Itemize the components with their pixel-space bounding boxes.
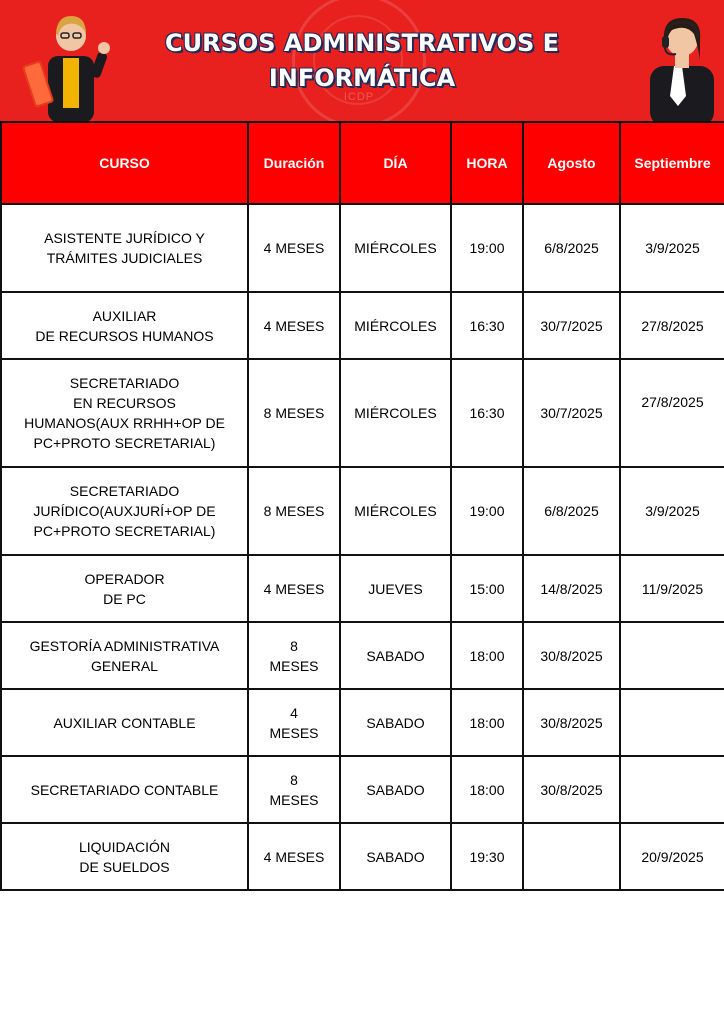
august-date-cell: 6/8/2025 bbox=[523, 467, 620, 555]
course-name-cell: AUXILIAR DE RECURSOS HUMANOS bbox=[1, 292, 248, 359]
september-date-cell: 3/9/2025 bbox=[620, 467, 724, 555]
september-date-cell bbox=[620, 622, 724, 689]
day-cell: MIÉRCOLES bbox=[340, 292, 451, 359]
course-name-cell: LIQUIDACIÓN DE SUELDOS bbox=[1, 823, 248, 890]
column-header-day: DÍA bbox=[340, 122, 451, 204]
august-date-cell: 6/8/2025 bbox=[523, 204, 620, 292]
time-cell: 16:30 bbox=[451, 359, 523, 467]
time-cell: 15:00 bbox=[451, 555, 523, 622]
course-name-cell: AUXILIAR CONTABLE bbox=[1, 689, 248, 756]
september-date-cell bbox=[620, 689, 724, 756]
day-cell: JUEVES bbox=[340, 555, 451, 622]
duration-cell: 8 MESES bbox=[248, 359, 340, 467]
august-date-cell: 30/8/2025 bbox=[523, 756, 620, 823]
table-row bbox=[1, 292, 724, 359]
august-date-cell: 30/7/2025 bbox=[523, 359, 620, 467]
day-cell: SABADO bbox=[340, 622, 451, 689]
course-name-cell: ASISTENTE JURÍDICO Y TRÁMITES JUDICIALES bbox=[1, 204, 248, 292]
column-header-course: CURSO bbox=[1, 122, 248, 204]
duration-cell: 8 MESES bbox=[248, 467, 340, 555]
table-row bbox=[1, 689, 724, 756]
day-cell: MIÉRCOLES bbox=[340, 204, 451, 292]
day-cell: SABADO bbox=[340, 823, 451, 890]
header-banner bbox=[0, 0, 724, 122]
table-row bbox=[1, 204, 724, 292]
title-line-1: CURSOS ADMINISTRATIVOS E bbox=[165, 29, 559, 57]
column-header-september: Septiembre bbox=[620, 122, 724, 204]
time-cell: 18:00 bbox=[451, 756, 523, 823]
time-cell: 19:00 bbox=[451, 467, 523, 555]
september-date-cell: 11/9/2025 bbox=[620, 555, 724, 622]
table-row bbox=[1, 359, 724, 467]
time-cell: 18:00 bbox=[451, 689, 523, 756]
september-date-cell: 3/9/2025 bbox=[620, 204, 724, 292]
table-row bbox=[1, 756, 724, 823]
september-date-cell: 20/9/2025 bbox=[620, 823, 724, 890]
title-line-2: INFORMÁTICA bbox=[268, 64, 456, 92]
duration-cell: 4 MESES bbox=[248, 689, 340, 756]
duration-cell: 4 MESES bbox=[248, 204, 340, 292]
september-date-cell: 27/8/2025 bbox=[620, 292, 724, 359]
august-date-cell: 14/8/2025 bbox=[523, 555, 620, 622]
table-row bbox=[1, 622, 724, 689]
seal-text: ICDP bbox=[343, 91, 375, 103]
august-date-cell: 30/8/2025 bbox=[523, 622, 620, 689]
august-date-cell bbox=[523, 823, 620, 890]
table-row bbox=[1, 555, 724, 622]
table-header-row bbox=[1, 122, 724, 204]
august-date-cell: 30/8/2025 bbox=[523, 689, 620, 756]
day-cell: MIÉRCOLES bbox=[340, 467, 451, 555]
duration-cell: 8 MESES bbox=[248, 756, 340, 823]
column-header-time: HORA bbox=[451, 122, 523, 204]
table-row bbox=[1, 823, 724, 890]
time-cell: 19:00 bbox=[451, 204, 523, 292]
day-cell: SABADO bbox=[340, 689, 451, 756]
time-cell: 19:30 bbox=[451, 823, 523, 890]
column-header-duration: Duración bbox=[248, 122, 340, 204]
course-name-cell: SECRETARIADO JURÍDICO(AUXJURÍ+OP DE PC+PROTO SECRETARIAL) bbox=[1, 467, 248, 555]
course-name-cell: OPERADOR DE PC bbox=[1, 555, 248, 622]
course-name-cell: GESTORÍA ADMINISTRATIVA GENERAL bbox=[1, 622, 248, 689]
day-cell: MIÉRCOLES bbox=[340, 359, 451, 467]
courses-schedule-table bbox=[0, 121, 724, 891]
course-name-cell: SECRETARIADO CONTABLE bbox=[1, 756, 248, 823]
table-row bbox=[1, 467, 724, 555]
duration-cell: 4 MESES bbox=[248, 555, 340, 622]
duration-cell: 4 MESES bbox=[248, 823, 340, 890]
september-date-cell: 27/8/2025 bbox=[620, 359, 724, 467]
time-cell: 18:00 bbox=[451, 622, 523, 689]
time-cell: 16:30 bbox=[451, 292, 523, 359]
call-center-agent-illustration bbox=[628, 0, 724, 122]
august-date-cell: 30/7/2025 bbox=[523, 292, 620, 359]
column-header-august: Agosto bbox=[523, 122, 620, 204]
duration-cell: 8 MESES bbox=[248, 622, 340, 689]
businesswoman-thumbs-up-illustration bbox=[20, 0, 120, 122]
page-title bbox=[130, 26, 594, 96]
september-date-cell bbox=[620, 756, 724, 823]
course-name-cell: SECRETARIADO EN RECURSOS HUMANOS(AUX RRHH+OP DE PC+PROTO SECRETARIAL) bbox=[1, 359, 248, 467]
duration-cell: 4 MESES bbox=[248, 292, 340, 359]
day-cell: SABADO bbox=[340, 756, 451, 823]
